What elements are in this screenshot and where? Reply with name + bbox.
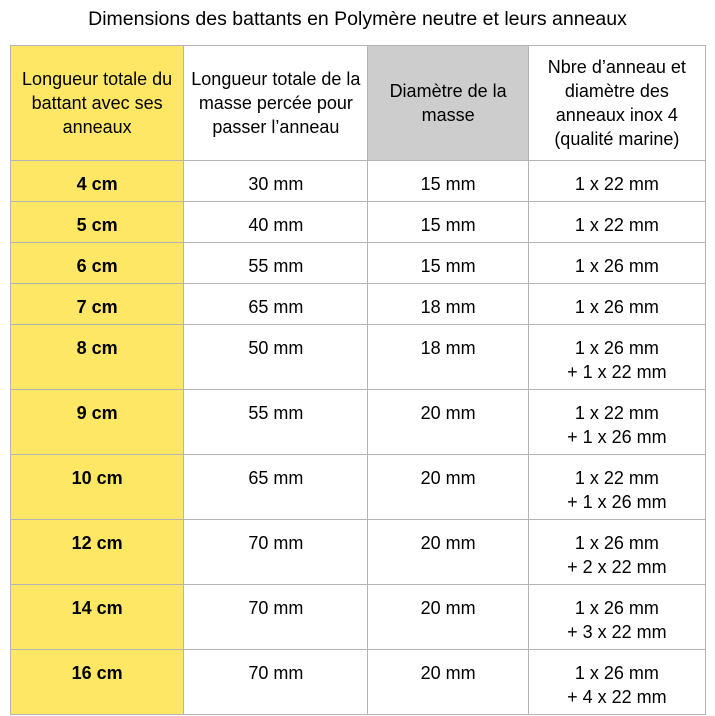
cell-total-length: 4 cm <box>11 161 184 202</box>
ring-spec-line: 1 x 26 mm <box>574 338 659 358</box>
cell-total-length: 10 cm <box>11 455 184 520</box>
cell-rings <box>528 390 705 455</box>
cell-mass-diameter: 15 mm <box>368 243 528 284</box>
ring-spec-line: 1 x 26 mm <box>574 297 659 317</box>
ring-spec-line: + 3 x 22 mm <box>567 622 667 642</box>
cell-mass-length: 30 mm <box>184 161 368 202</box>
ring-spec-line: 1 x 22 mm <box>574 215 659 235</box>
cell-mass-diameter: 20 mm <box>368 390 528 455</box>
ring-spec-line: + 4 x 22 mm <box>567 687 667 707</box>
table-row <box>11 390 706 455</box>
cell-mass-diameter: 15 mm <box>368 161 528 202</box>
cell-total-length: 9 cm <box>11 390 184 455</box>
cell-mass-diameter: 18 mm <box>368 284 528 325</box>
cell-total-length: 8 cm <box>11 325 184 390</box>
cell-mass-length: 40 mm <box>184 202 368 243</box>
header-rings: Nbre d’anneau et diamètre des anneaux inox 4 (qualité marine) <box>528 46 705 161</box>
cell-rings <box>528 161 705 202</box>
ring-spec-line: + 1 x 26 mm <box>567 427 667 447</box>
cell-mass-length: 70 mm <box>184 520 368 585</box>
cell-total-length: 7 cm <box>11 284 184 325</box>
ring-spec-line: + 1 x 26 mm <box>567 492 667 512</box>
cell-rings <box>528 455 705 520</box>
table-row <box>11 455 706 520</box>
cell-rings <box>528 325 705 390</box>
cell-rings <box>528 284 705 325</box>
ring-spec-line: 1 x 26 mm <box>574 663 659 683</box>
cell-mass-diameter: 20 mm <box>368 585 528 650</box>
cell-mass-length: 65 mm <box>184 284 368 325</box>
cell-total-length: 16 cm <box>11 650 184 715</box>
header-total-length: Longueur totale du battant avec ses anneaux <box>11 46 184 161</box>
cell-total-length: 6 cm <box>11 243 184 284</box>
table-row <box>11 585 706 650</box>
table-row <box>11 202 706 243</box>
cell-mass-length: 70 mm <box>184 650 368 715</box>
cell-rings <box>528 243 705 284</box>
cell-total-length: 14 cm <box>11 585 184 650</box>
table-row <box>11 284 706 325</box>
ring-spec-line: 1 x 26 mm <box>574 533 659 553</box>
ring-spec-line: 1 x 26 mm <box>574 598 659 618</box>
ring-spec-line: + 2 x 22 mm <box>567 557 667 577</box>
page-title: Dimensions des battants en Polymère neutre et leurs anneaux <box>88 8 627 30</box>
cell-mass-length: 55 mm <box>184 390 368 455</box>
cell-total-length: 12 cm <box>11 520 184 585</box>
ring-spec-line: 1 x 22 mm <box>574 403 659 423</box>
cell-mass-length: 50 mm <box>184 325 368 390</box>
cell-mass-length: 70 mm <box>184 585 368 650</box>
header-mass-diameter: Diamètre de la masse <box>368 46 528 161</box>
cell-mass-length: 65 mm <box>184 455 368 520</box>
cell-mass-diameter: 20 mm <box>368 455 528 520</box>
ring-spec-line: + 1 x 22 mm <box>567 362 667 382</box>
table-row <box>11 650 706 715</box>
table-row <box>11 325 706 390</box>
dimensions-table <box>10 45 706 715</box>
table-row <box>11 243 706 284</box>
header-row <box>11 46 706 161</box>
cell-total-length: 5 cm <box>11 202 184 243</box>
ring-spec-line: 1 x 22 mm <box>574 174 659 194</box>
ring-spec-line: 1 x 22 mm <box>574 468 659 488</box>
cell-rings <box>528 585 705 650</box>
table-row <box>11 161 706 202</box>
header-mass-length: Longueur totale de la masse percée pour passer l’anneau <box>184 46 368 161</box>
cell-mass-diameter: 20 mm <box>368 520 528 585</box>
cell-mass-length: 55 mm <box>184 243 368 284</box>
ring-spec-line: 1 x 26 mm <box>574 256 659 276</box>
cell-mass-diameter: 20 mm <box>368 650 528 715</box>
cell-rings <box>528 202 705 243</box>
table-row <box>11 520 706 585</box>
cell-rings <box>528 650 705 715</box>
cell-mass-diameter: 18 mm <box>368 325 528 390</box>
cell-mass-diameter: 15 mm <box>368 202 528 243</box>
table-body <box>11 161 706 715</box>
cell-rings <box>528 520 705 585</box>
